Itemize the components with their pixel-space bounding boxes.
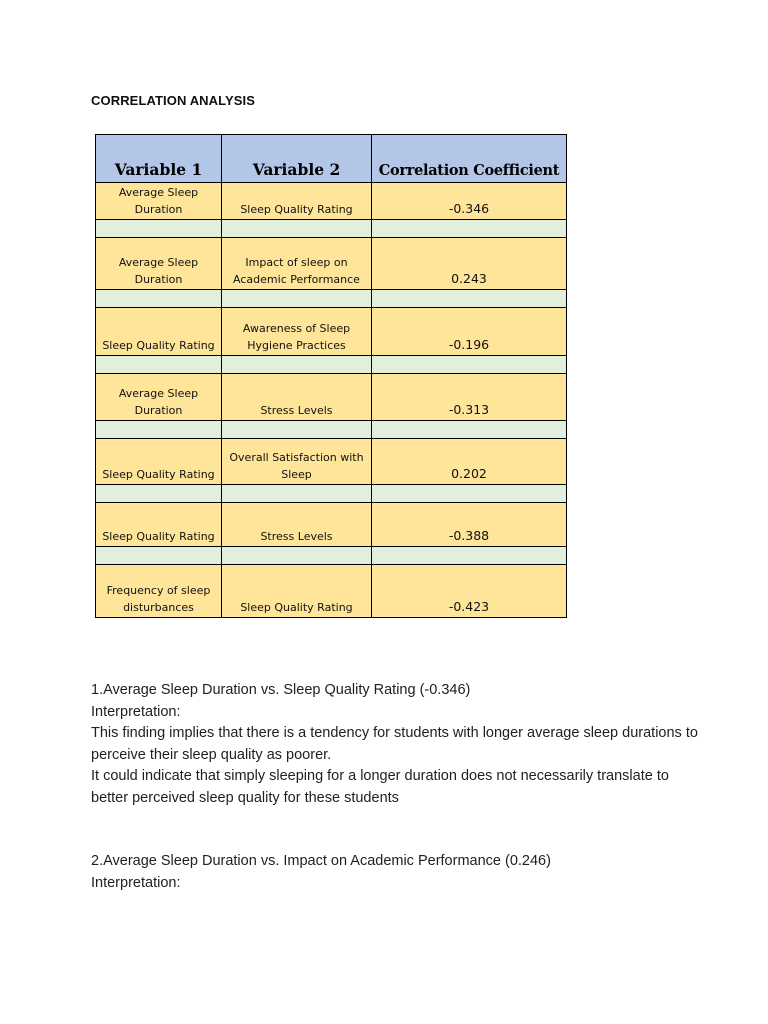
header-variable-1: Variable 1 xyxy=(96,135,222,183)
cell-variable-2: Awareness of Sleep Hygiene Practices xyxy=(222,308,372,356)
header-variable-2: Variable 2 xyxy=(222,135,372,183)
cell-variable-1: Average Sleep Duration xyxy=(96,238,222,290)
cell-variable-2: Stress Levels xyxy=(222,374,372,421)
cell-coefficient: -0.196 xyxy=(372,308,567,356)
table-row xyxy=(96,565,567,618)
interpretation-section-2 xyxy=(91,851,701,894)
cell-variable-1: Sleep Quality Rating xyxy=(96,439,222,485)
table-row xyxy=(96,238,567,290)
spacer-row xyxy=(96,356,567,374)
section-paragraph: It could indicate that simply sleeping for a longer duration does not necessarily translate to better perceived sleep quality for these students xyxy=(91,768,669,806)
page-heading: CORRELATION ANALYSIS xyxy=(91,93,256,108)
cell-coefficient: -0.423 xyxy=(372,565,567,618)
cell-coefficient: -0.388 xyxy=(372,503,567,547)
spacer-row xyxy=(96,421,567,439)
interpretation-section-1 xyxy=(91,680,701,809)
table-row xyxy=(96,503,567,547)
cell-variable-2: Stress Levels xyxy=(222,503,372,547)
cell-coefficient: -0.346 xyxy=(372,183,567,220)
cell-variable-2: Overall Satisfaction with Sleep xyxy=(222,439,372,485)
spacer-row xyxy=(96,220,567,238)
table-row xyxy=(96,308,567,356)
cell-coefficient: -0.313 xyxy=(372,374,567,421)
cell-variable-2: Sleep Quality Rating xyxy=(222,565,372,618)
correlation-table xyxy=(95,134,567,618)
cell-coefficient: 0.202 xyxy=(372,439,567,485)
table-row xyxy=(96,183,567,220)
section-subtitle: Interpretation: xyxy=(91,874,181,891)
section-title: 2.Average Sleep Duration vs. Impact on Academic Performance (0.246) xyxy=(91,853,551,869)
cell-variable-1: Average Sleep Duration xyxy=(96,183,222,220)
section-subtitle: Interpretation: xyxy=(91,703,181,720)
section-title: 1.Average Sleep Duration vs. Sleep Quality Rating (-0.346) xyxy=(91,682,471,698)
spacer-row xyxy=(96,485,567,503)
table-header-row xyxy=(96,135,567,183)
cell-variable-1: Average Sleep Duration xyxy=(96,374,222,421)
cell-variable-1: Sleep Quality Rating xyxy=(96,503,222,547)
cell-variable-1: Frequency of sleep disturbances xyxy=(96,565,222,618)
table-row xyxy=(96,439,567,485)
spacer-row xyxy=(96,290,567,308)
cell-variable-2: Impact of sleep on Academic Performance xyxy=(222,238,372,290)
cell-coefficient: 0.243 xyxy=(372,238,567,290)
header-correlation-coefficient: Correlation Coefficient xyxy=(372,135,567,183)
cell-variable-2: Sleep Quality Rating xyxy=(222,183,372,220)
section-paragraph: This finding implies that there is a tendency for students with longer average sleep durations to perceive their sleep quality as poorer. xyxy=(91,725,698,763)
spacer-row xyxy=(96,547,567,565)
cell-variable-1: Sleep Quality Rating xyxy=(96,308,222,356)
table-row xyxy=(96,374,567,421)
